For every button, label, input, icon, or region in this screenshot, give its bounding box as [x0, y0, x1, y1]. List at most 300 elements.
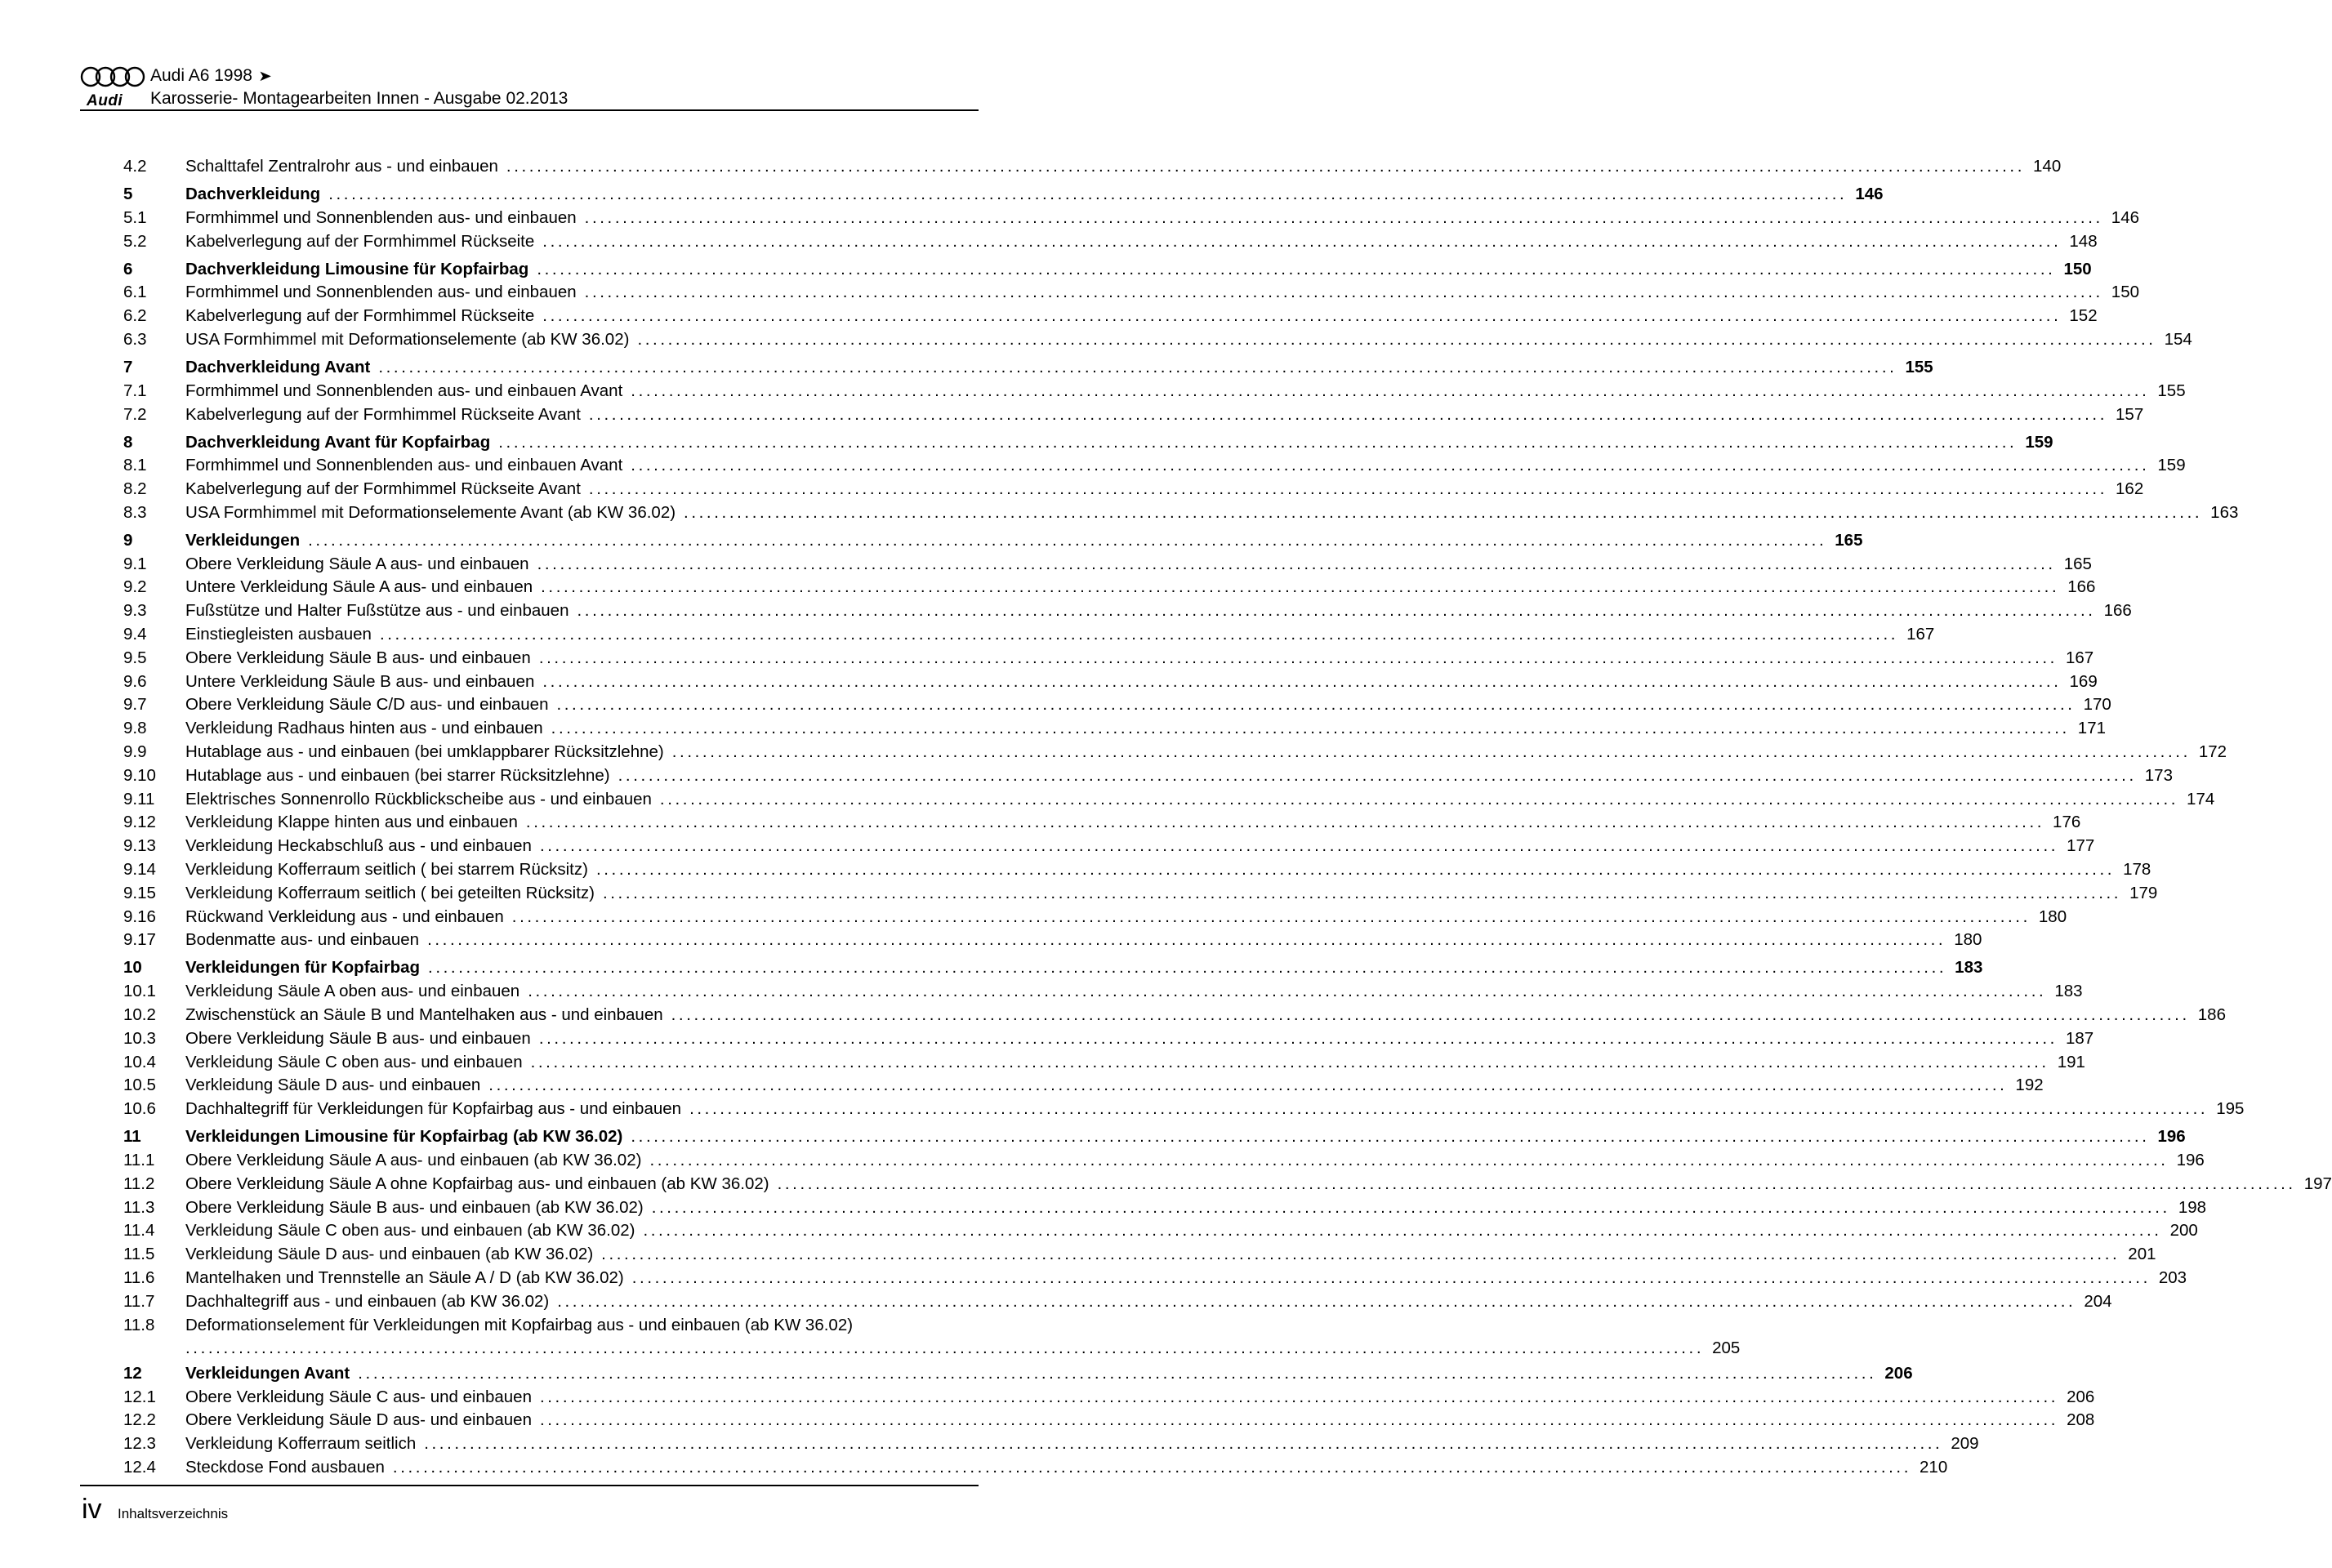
toc-entry-title: Verkleidung Kofferraum seitlich: [185, 1434, 417, 1454]
dot-leader: ........................................................................................................................................................................................................: [537, 554, 2056, 573]
toc-entry-body: [185, 1267, 2187, 1290]
toc-entry-page: 140: [2033, 157, 2062, 176]
toc-chapter-entry[interactable]: [123, 1125, 2186, 1149]
toc-entry-title: Dachverkleidung Avant für Kopfairbag: [185, 432, 491, 452]
toc-entry-number: 9.4: [123, 625, 147, 644]
dot-leader: ........................................................................................................................................................................................................: [308, 530, 1827, 550]
toc-chapter-entry[interactable]: [123, 431, 2053, 455]
toc-entry-body: [185, 1074, 2044, 1098]
toc-entry-body: [185, 454, 2186, 478]
toc-entry-title: Verkleidungen für Kopfairbag: [185, 958, 421, 978]
toc-entry-title: Obere Verkleidung Säule A aus- und einbauen: [185, 554, 529, 573]
toc-entry-number: 7.2: [123, 404, 147, 424]
toc-entry[interactable]: [123, 929, 1982, 952]
toc-entry-body: [185, 1051, 2085, 1075]
toc-entry-page: 162: [2116, 479, 2144, 499]
toc-entry-page: 167: [1906, 625, 1935, 644]
toc-entry[interactable]: [123, 1219, 2198, 1243]
toc-entry-number: 9.9: [123, 742, 147, 762]
dot-leader: ........................................................................................................................................................................................................: [538, 1028, 2058, 1048]
toc-entry-number: 9.15: [123, 883, 156, 902]
toc-entry[interactable]: [123, 1456, 1948, 1480]
toc-entry[interactable]: [123, 501, 2239, 525]
toc-entry-page: 177: [2067, 836, 2095, 856]
toc-entry-page: 200: [2169, 1221, 2198, 1241]
toc-entry-body: [185, 1004, 2226, 1027]
toc-entry-page: 171: [2077, 719, 2107, 738]
header-divider: [80, 109, 979, 111]
toc-entry-title: Kabelverlegung auf der Formhimmel Rückseite: [185, 306, 535, 326]
dot-leader: ........................................................................................................................................................................................................: [577, 601, 2096, 621]
toc-entry-title: Verkleidung Klappe hinten aus und einbauen: [185, 813, 518, 832]
toc-entry-body: [185, 929, 1982, 952]
dot-leader: ........................................................................................................................................................................................................: [328, 184, 1848, 203]
footer-divider: [80, 1485, 979, 1486]
toc-entry-title: Verkleidung Kofferraum seitlich ( bei geteilten Rücksitz): [185, 883, 595, 902]
toc-entry-number: 8.3: [123, 502, 147, 522]
dot-leader: ........................................................................................................................................................................................................: [584, 207, 2103, 227]
dot-leader: ........................................................................................................................................................................................................: [584, 283, 2103, 302]
toc-entry-title: Obere Verkleidung Säule B aus- und einbauen: [185, 648, 531, 667]
toc-entry-body: [185, 1409, 2095, 1432]
toc-entry-page: 146: [2111, 207, 2140, 227]
toc-entry[interactable]: [123, 305, 2098, 328]
toc-entry-title: Untere Verkleidung Säule A aus- und einbauen: [185, 577, 533, 597]
dot-leader: ........................................................................................................................................................................................................: [631, 1267, 2151, 1287]
toc-entry-body: [185, 501, 2239, 525]
toc-entry-body: [185, 1456, 1948, 1480]
toc-entry-title: Formhimmel und Sonnenblenden aus- und einbauen Avant: [185, 456, 623, 475]
toc-entry-page: 155: [2157, 381, 2186, 400]
dot-leader: ........................................................................................................................................................................................................: [557, 1291, 2076, 1311]
toc-entry-body: [185, 906, 2067, 929]
toc-entry[interactable]: [123, 1149, 2205, 1173]
dot-leader: ........................................................................................................................................................................................................: [538, 648, 2058, 667]
toc-entry-body: [185, 281, 2140, 305]
dot-leader: ........................................................................................................................................................................................................: [530, 1052, 2049, 1071]
dot-leader: ........................................................................................................................................................................................................: [556, 695, 2076, 715]
dot-leader: ........................................................................................................................................................................................................: [506, 157, 2026, 176]
toc-entry-body: [185, 1098, 2245, 1121]
toc-entry-body: [185, 380, 2186, 403]
toc-entry[interactable]: [123, 553, 2092, 577]
toc-entry-title: Obere Verkleidung Säule B aus- und einbauen: [185, 1028, 531, 1048]
dot-leader: ........................................................................................................................................................................................................: [525, 813, 2045, 832]
audi-logo: [80, 64, 145, 109]
toc-entry-page: 166: [2067, 577, 2096, 597]
toc-entry-number: 5.1: [123, 207, 147, 227]
toc-entry-number: 7: [123, 357, 133, 376]
toc-entry-body: [185, 956, 1983, 980]
toc-entry-body: [185, 670, 2098, 694]
toc-entry-title: Formhimmel und Sonnenblenden aus- und einbauen Avant: [185, 381, 623, 400]
four-rings-icon: [80, 64, 145, 90]
toc-entry-page: 206: [1884, 1363, 1913, 1383]
toc-entry-body: [185, 1219, 2198, 1243]
toc-entry-continuation: [185, 1337, 1741, 1361]
toc-entry-title: Hutablage aus - und einbauen (bei starrer Rücksitzlehne): [185, 765, 610, 785]
toc-entry-title: Untere Verkleidung Säule B aus- und einbauen: [185, 671, 535, 691]
toc-entry-number: 10: [123, 958, 142, 978]
toc-entry-body: [185, 1243, 2156, 1267]
toc-entry-title: Verkleidungen Avant: [185, 1363, 350, 1383]
dot-leader: ........................................................................................................................................................................................................: [542, 306, 2062, 326]
toc-entry-page: 195: [2216, 1099, 2245, 1119]
toc-entry-title: Verkleidung Säule C oben aus- und einbauen (ab KW 36.02): [185, 1221, 635, 1241]
toc-entry-body: [185, 1125, 2186, 1149]
toc-entry-title: Kabelverlegung auf der Formhimmel Rückseite: [185, 231, 535, 251]
toc-entry[interactable]: [123, 670, 2098, 694]
dot-leader: ........................................................................................................................................................................................................: [777, 1174, 2296, 1193]
toc-entry-number: 12.2: [123, 1410, 156, 1430]
toc-entry-number: 11.1: [123, 1150, 155, 1169]
toc-entry-title: Formhimmel und Sonnenblenden aus- und einbauen: [185, 283, 577, 302]
toc-entry-page: 155: [1905, 357, 1933, 376]
dot-leader: ........................................................................................................................................................................................................: [649, 1150, 2169, 1169]
brand-wordmark: Audi: [87, 92, 123, 109]
toc-entry-body: [185, 1386, 2095, 1410]
toc-entry-title: Verkleidungen Limousine für Kopfairbag (ab KW 36.02): [185, 1127, 623, 1147]
toc-entry[interactable]: [123, 1243, 2156, 1267]
toc-entry[interactable]: [123, 717, 2107, 741]
toc-entry-page: 179: [2129, 883, 2158, 902]
toc-entry[interactable]: [123, 811, 2081, 835]
toc-entry-number: 9.16: [123, 906, 156, 926]
toc-entry-page: 201: [2128, 1245, 2156, 1264]
toc-entry-page: 152: [2069, 306, 2098, 326]
toc-entry-title: Kabelverlegung auf der Formhimmel Rückseite Avant: [185, 404, 581, 424]
toc-entry[interactable]: [123, 207, 2140, 230]
toc-entry-number: 11.7: [123, 1291, 155, 1311]
toc-entry-body: [185, 1432, 1979, 1456]
toc-entry-number: 10.3: [123, 1028, 156, 1048]
toc-entry-title: Einstiegleisten ausbauen: [185, 625, 372, 644]
toc-entry-body: [185, 811, 2081, 835]
toc-entry-body: [185, 741, 2227, 764]
toc-entry-number: 12.1: [123, 1387, 156, 1406]
toc-entry-page: 191: [2057, 1052, 2085, 1071]
toc-entry-number: 9.7: [123, 695, 147, 715]
toc-entry[interactable]: [123, 647, 2094, 670]
toc-entry-number: 7.1: [123, 381, 147, 400]
toc-entry[interactable]: [123, 1290, 2112, 1314]
toc-entry-body: [185, 980, 2083, 1004]
toc-entry-page: 208: [2067, 1410, 2095, 1430]
page-header: [80, 64, 979, 109]
toc-entry[interactable]: [123, 1004, 2226, 1027]
toc-entry-page: 157: [2116, 404, 2144, 424]
toc-entry-number: 6.3: [123, 329, 147, 349]
toc-entry[interactable]: [123, 1173, 2332, 1196]
dot-leader: ........................................................................................................................................................................................................: [601, 1245, 2120, 1264]
toc-entry-body: [185, 623, 1935, 647]
toc-entry-page: 205: [1712, 1339, 1741, 1358]
toc-entry-title: Kabelverlegung auf der Formhimmel Rückseite Avant: [185, 479, 581, 499]
toc-entry-body: [185, 230, 2098, 254]
toc-entry-title: USA Formhimmel mit Deformationselemente Avant (ab KW 36.02): [185, 502, 676, 522]
toc-entry[interactable]: [123, 478, 2144, 501]
arrow-right-icon: ➤: [258, 68, 272, 84]
toc-entry-page: 146: [1855, 184, 1884, 203]
toc-entry-title: Obere Verkleidung Säule D aus- und einbauen: [185, 1410, 532, 1430]
toc-entry[interactable]: [123, 1027, 2094, 1051]
toc-entry-title: Verkleidung Heckabschluß aus - und einbauen: [185, 836, 532, 856]
toc-entry-page: 159: [2157, 456, 2186, 475]
toc-entry-body: [185, 1362, 1913, 1386]
toc-entry-number: 6.2: [123, 306, 147, 326]
dot-leader: ........................................................................................................................................................................................................: [488, 1076, 2008, 1095]
toc-entry-body: [185, 305, 2098, 328]
dot-leader: ........................................................................................................................................................................................................: [618, 765, 2137, 785]
toc-entry-body: [185, 693, 2111, 717]
toc-entry-body: [185, 155, 2062, 179]
toc-entry[interactable]: [123, 1432, 1979, 1456]
toc-entry-number: 9.17: [123, 930, 156, 950]
toc-entry[interactable]: [123, 835, 2095, 858]
toc-entry-page: 174: [2187, 789, 2215, 808]
toc-entry-body: [185, 207, 2140, 230]
toc-entry[interactable]: [123, 454, 2186, 478]
toc-entry-number: 6.1: [123, 283, 147, 302]
toc-chapter-entry[interactable]: [123, 1362, 1913, 1386]
toc-entry-body: [185, 788, 2215, 812]
dot-leader: ........................................................................................................................................................................................................: [539, 1410, 2059, 1430]
toc-entry-number: 9.11: [123, 789, 155, 808]
toc-entry-body: [185, 647, 2094, 670]
toc-entry[interactable]: [123, 1267, 2187, 1290]
toc-entry-body: [185, 835, 2095, 858]
toc-entry-number: 5.2: [123, 231, 147, 251]
dot-leader: ........................................................................................................................................................................................................: [185, 1339, 1705, 1358]
toc-entry-body: [185, 1149, 2205, 1173]
toc-entry[interactable]: [123, 1074, 2044, 1098]
toc-entry-number: 9.2: [123, 577, 147, 597]
toc-entry-page: 192: [2015, 1076, 2044, 1095]
toc-entry[interactable]: [123, 764, 2173, 788]
toc-entry-number: 10.5: [123, 1076, 156, 1095]
dot-leader: ........................................................................................................................................................................................................: [631, 1127, 2150, 1147]
dot-leader: ........................................................................................................................................................................................................: [595, 860, 2116, 880]
toc-entry-body: [185, 1196, 2207, 1220]
toc-entry-number: 8.2: [123, 479, 147, 499]
dot-leader: ........................................................................................................................................................................................................: [424, 1434, 1943, 1454]
toc-entry-number: 9.1: [123, 554, 147, 573]
toc-entry[interactable]: [123, 693, 2111, 717]
toc-entry-body: [185, 328, 2192, 352]
toc-entry-page: 196: [2157, 1127, 2186, 1147]
dot-leader: ........................................................................................................................................................................................................: [539, 1387, 2059, 1406]
dot-leader: ........................................................................................................................................................................................................: [631, 381, 2150, 400]
toc-entry[interactable]: [123, 1409, 2095, 1432]
dot-leader: ........................................................................................................................................................................................................: [498, 432, 2018, 452]
dot-leader: ........................................................................................................................................................................................................: [511, 906, 2031, 926]
toc-entry-number: 9.8: [123, 719, 147, 738]
toc-entry[interactable]: [123, 576, 2096, 599]
dot-leader: ........................................................................................................................................................................................................: [588, 404, 2108, 424]
toc-entry[interactable]: [123, 155, 2062, 179]
toc-entry-page: 176: [2053, 813, 2081, 832]
toc-entry-title: Dachverkleidung Avant: [185, 357, 371, 376]
toc-entry-body: [185, 717, 2107, 741]
toc-entry-page: 169: [2069, 671, 2098, 691]
toc-entry-title: Obere Verkleidung Säule C aus- und einbauen: [185, 1387, 532, 1406]
toc-entry-title: USA Formhimmel mit Deformationselemente (ab KW 36.02): [185, 329, 630, 349]
dot-leader: ........................................................................................................................................................................................................: [631, 456, 2150, 475]
toc-entry-body: [185, 1173, 2332, 1196]
toc-entry-body: [185, 403, 2144, 427]
toc-chapter-entry[interactable]: [123, 183, 1884, 207]
toc-entry-page: 206: [2067, 1387, 2095, 1406]
dot-leader: ........................................................................................................................................................................................................: [684, 502, 2203, 522]
toc-entry-title: Verkleidungen: [185, 530, 301, 550]
toc-entry-page: 173: [2144, 765, 2173, 785]
dot-leader: ........................................................................................................................................................................................................: [379, 625, 1899, 644]
toc-entry[interactable]: [123, 980, 2083, 1004]
toc-entry-page: 163: [2210, 502, 2239, 522]
toc-entry-title: Verkleidung Säule D aus- und einbauen (ab KW 36.02): [185, 1245, 594, 1264]
table-of-contents: [123, 155, 2332, 1480]
toc-entry[interactable]: [123, 1098, 2245, 1121]
dot-leader: ........................................................................................................................................................................................................: [427, 930, 1946, 950]
toc-entry-title: Obere Verkleidung Säule C/D aus- und einbauen: [185, 695, 549, 715]
toc-entry-number: 9.5: [123, 648, 147, 667]
toc-entry[interactable]: [123, 623, 1935, 647]
toc-entry-title: Hutablage aus - und einbauen (bei umklappbarer Rücksitzlehne): [185, 742, 664, 762]
toc-entry-page: 183: [2054, 982, 2083, 1001]
toc-entry[interactable]: [123, 380, 2186, 403]
toc-entry-number: 11.6: [123, 1267, 155, 1287]
toc-entry-page: 180: [2038, 906, 2067, 926]
toc-entry-number: 10.6: [123, 1099, 156, 1119]
toc-entry-title: Formhimmel und Sonnenblenden aus- und einbauen: [185, 207, 577, 227]
toc-entry[interactable]: [123, 1196, 2207, 1220]
toc-entry-number: 12.3: [123, 1434, 156, 1454]
dot-leader: ........................................................................................................................................................................................................: [659, 789, 2179, 808]
toc-entry-body: [185, 553, 2092, 577]
toc-entry-title: Dachhaltegriff aus - und einbauen (ab KW 36.02): [185, 1291, 550, 1311]
toc-entry-page: 196: [2176, 1150, 2205, 1169]
toc-entry[interactable]: [123, 599, 2132, 623]
toc-entry[interactable]: [123, 906, 2067, 929]
toc-entry-page: 148: [2069, 231, 2098, 251]
toc-entry-page: 186: [2197, 1005, 2226, 1025]
toc-entry-title: Verkleidung Säule C oben aus- und einbauen: [185, 1052, 523, 1071]
toc-entry-title: Deformationselement für Verkleidungen mit Kopfairbag aus - und einbauen (ab KW 36.02): [185, 1315, 854, 1334]
dot-leader: ........................................................................................................................................................................................................: [588, 479, 2108, 499]
page-number: iv: [82, 1494, 102, 1525]
toc-entry-number: 9: [123, 530, 133, 550]
toc-entry-title: Obere Verkleidung Säule B aus- und einbauen (ab KW 36.02): [185, 1197, 644, 1217]
toc-entry-number: 11.5: [123, 1245, 155, 1264]
toc-entry-body: [185, 478, 2144, 501]
dot-leader: ........................................................................................................................................................................................................: [671, 1005, 2190, 1025]
toc-entry[interactable]: [123, 230, 2098, 254]
dot-leader: ........................................................................................................................................................................................................: [551, 719, 2070, 738]
toc-entry-page: 198: [2178, 1197, 2207, 1217]
toc-entry-body: [185, 764, 2173, 788]
toc-entry-body: [185, 1027, 2094, 1051]
toc-entry-body: [185, 431, 2053, 455]
toc-entry-title: Dachverkleidung: [185, 184, 321, 203]
toc-entry[interactable]: [123, 1314, 1741, 1358]
toc-entry[interactable]: [123, 1051, 2085, 1075]
toc-entry-number: 10.4: [123, 1052, 156, 1071]
dot-leader: ........................................................................................................................................................................................................: [392, 1457, 1912, 1477]
toc-entry-page: 183: [1955, 958, 1983, 978]
toc-entry-number: 11.8: [123, 1315, 155, 1334]
toc-entry-page: 172: [2198, 742, 2227, 762]
toc-entry-title: Steckdose Fond ausbauen: [185, 1457, 385, 1477]
toc-entry[interactable]: [123, 741, 2227, 764]
toc-entry[interactable]: [123, 403, 2144, 427]
toc-entry-body: [185, 882, 2158, 906]
toc-entry-title: Bodenmatte aus- und einbauen: [185, 930, 420, 950]
toc-entry-title: Verkleidung Säule D aus- und einbauen: [185, 1076, 481, 1095]
toc-entry-body: [185, 576, 2096, 599]
toc-entry[interactable]: [123, 858, 2151, 882]
dot-leader: ........................................................................................................................................................................................................: [528, 982, 2047, 1001]
toc-entry-title: Zwischenstück an Säule B und Mantelhaken aus - und einbauen: [185, 1005, 663, 1025]
dot-leader: ........................................................................................................................................................................................................: [358, 1363, 1877, 1383]
dot-leader: ........................................................................................................................................................................................................: [637, 329, 2156, 349]
toc-entry-body: [185, 599, 2132, 623]
toc-entry-number: 9.6: [123, 671, 147, 691]
toc-entry[interactable]: [123, 328, 2192, 352]
toc-entry-body: [185, 183, 1884, 207]
toc-chapter-entry[interactable]: [123, 956, 1983, 980]
document-title: [150, 67, 271, 84]
toc-entry-title: Schalttafel Zentralrohr aus - und einbauen: [185, 157, 498, 176]
toc-entry-number: 6: [123, 259, 133, 278]
toc-entry-page: 197: [2303, 1174, 2332, 1193]
toc-entry-body: [185, 258, 2092, 282]
toc-entry-title: Obere Verkleidung Säule A ohne Kopfairbag aus- und einbauen (ab KW 36.02): [185, 1174, 769, 1193]
dot-leader: ........................................................................................................................................................................................................: [541, 577, 2060, 597]
toc-entry-number: 9.13: [123, 836, 156, 856]
toc-entry-title: Verkleidung Radhaus hinten aus - und einbauen: [185, 719, 543, 738]
toc-entry-number: 10.1: [123, 982, 156, 1001]
toc-chapter-entry[interactable]: [123, 529, 1863, 553]
toc-entry-page: 159: [2025, 432, 2053, 452]
toc-entry-page: 154: [2164, 329, 2192, 349]
toc-entry-body: [185, 1290, 2112, 1314]
dot-leader: ........................................................................................................................................................................................................: [542, 231, 2062, 251]
toc-entry[interactable]: [123, 1386, 2095, 1410]
toc-entry-title: Dachhaltegriff für Verkleidungen für Kopfairbag aus - und einbauen: [185, 1099, 682, 1119]
toc-entry[interactable]: [123, 788, 2215, 812]
toc-entry-page: 170: [2083, 695, 2111, 715]
toc-entry-number: 10.2: [123, 1005, 156, 1025]
toc-entry-title: Elektrisches Sonnenrollo Rückblickscheibe aus - und einbauen: [185, 789, 652, 808]
toc-entry-page: 150: [2111, 283, 2140, 302]
dot-leader: ........................................................................................................................................................................................................: [428, 958, 1947, 978]
toc-entry[interactable]: [123, 882, 2158, 906]
toc-entry-page: 178: [2123, 860, 2151, 880]
toc-entry-page: 165: [2063, 554, 2092, 573]
dot-leader: ........................................................................................................................................................................................................: [643, 1221, 2162, 1241]
dot-leader: ........................................................................................................................................................................................................: [671, 742, 2191, 762]
toc-entry[interactable]: [123, 281, 2140, 305]
toc-entry-body: [185, 529, 1863, 553]
toc-entry-number: 12.4: [123, 1457, 156, 1477]
toc-entry-number: 4.2: [123, 157, 147, 176]
toc-chapter-entry[interactable]: [123, 258, 2092, 282]
toc-entry-page: 167: [2065, 648, 2094, 667]
toc-entry-number: 8.1: [123, 456, 147, 475]
toc-entry-number: 11.2: [123, 1174, 155, 1193]
document-subtitle: Karosserie- Montagearbeiten Innen - Ausgabe 02.2013: [150, 89, 569, 108]
toc-chapter-entry[interactable]: [123, 356, 1933, 380]
